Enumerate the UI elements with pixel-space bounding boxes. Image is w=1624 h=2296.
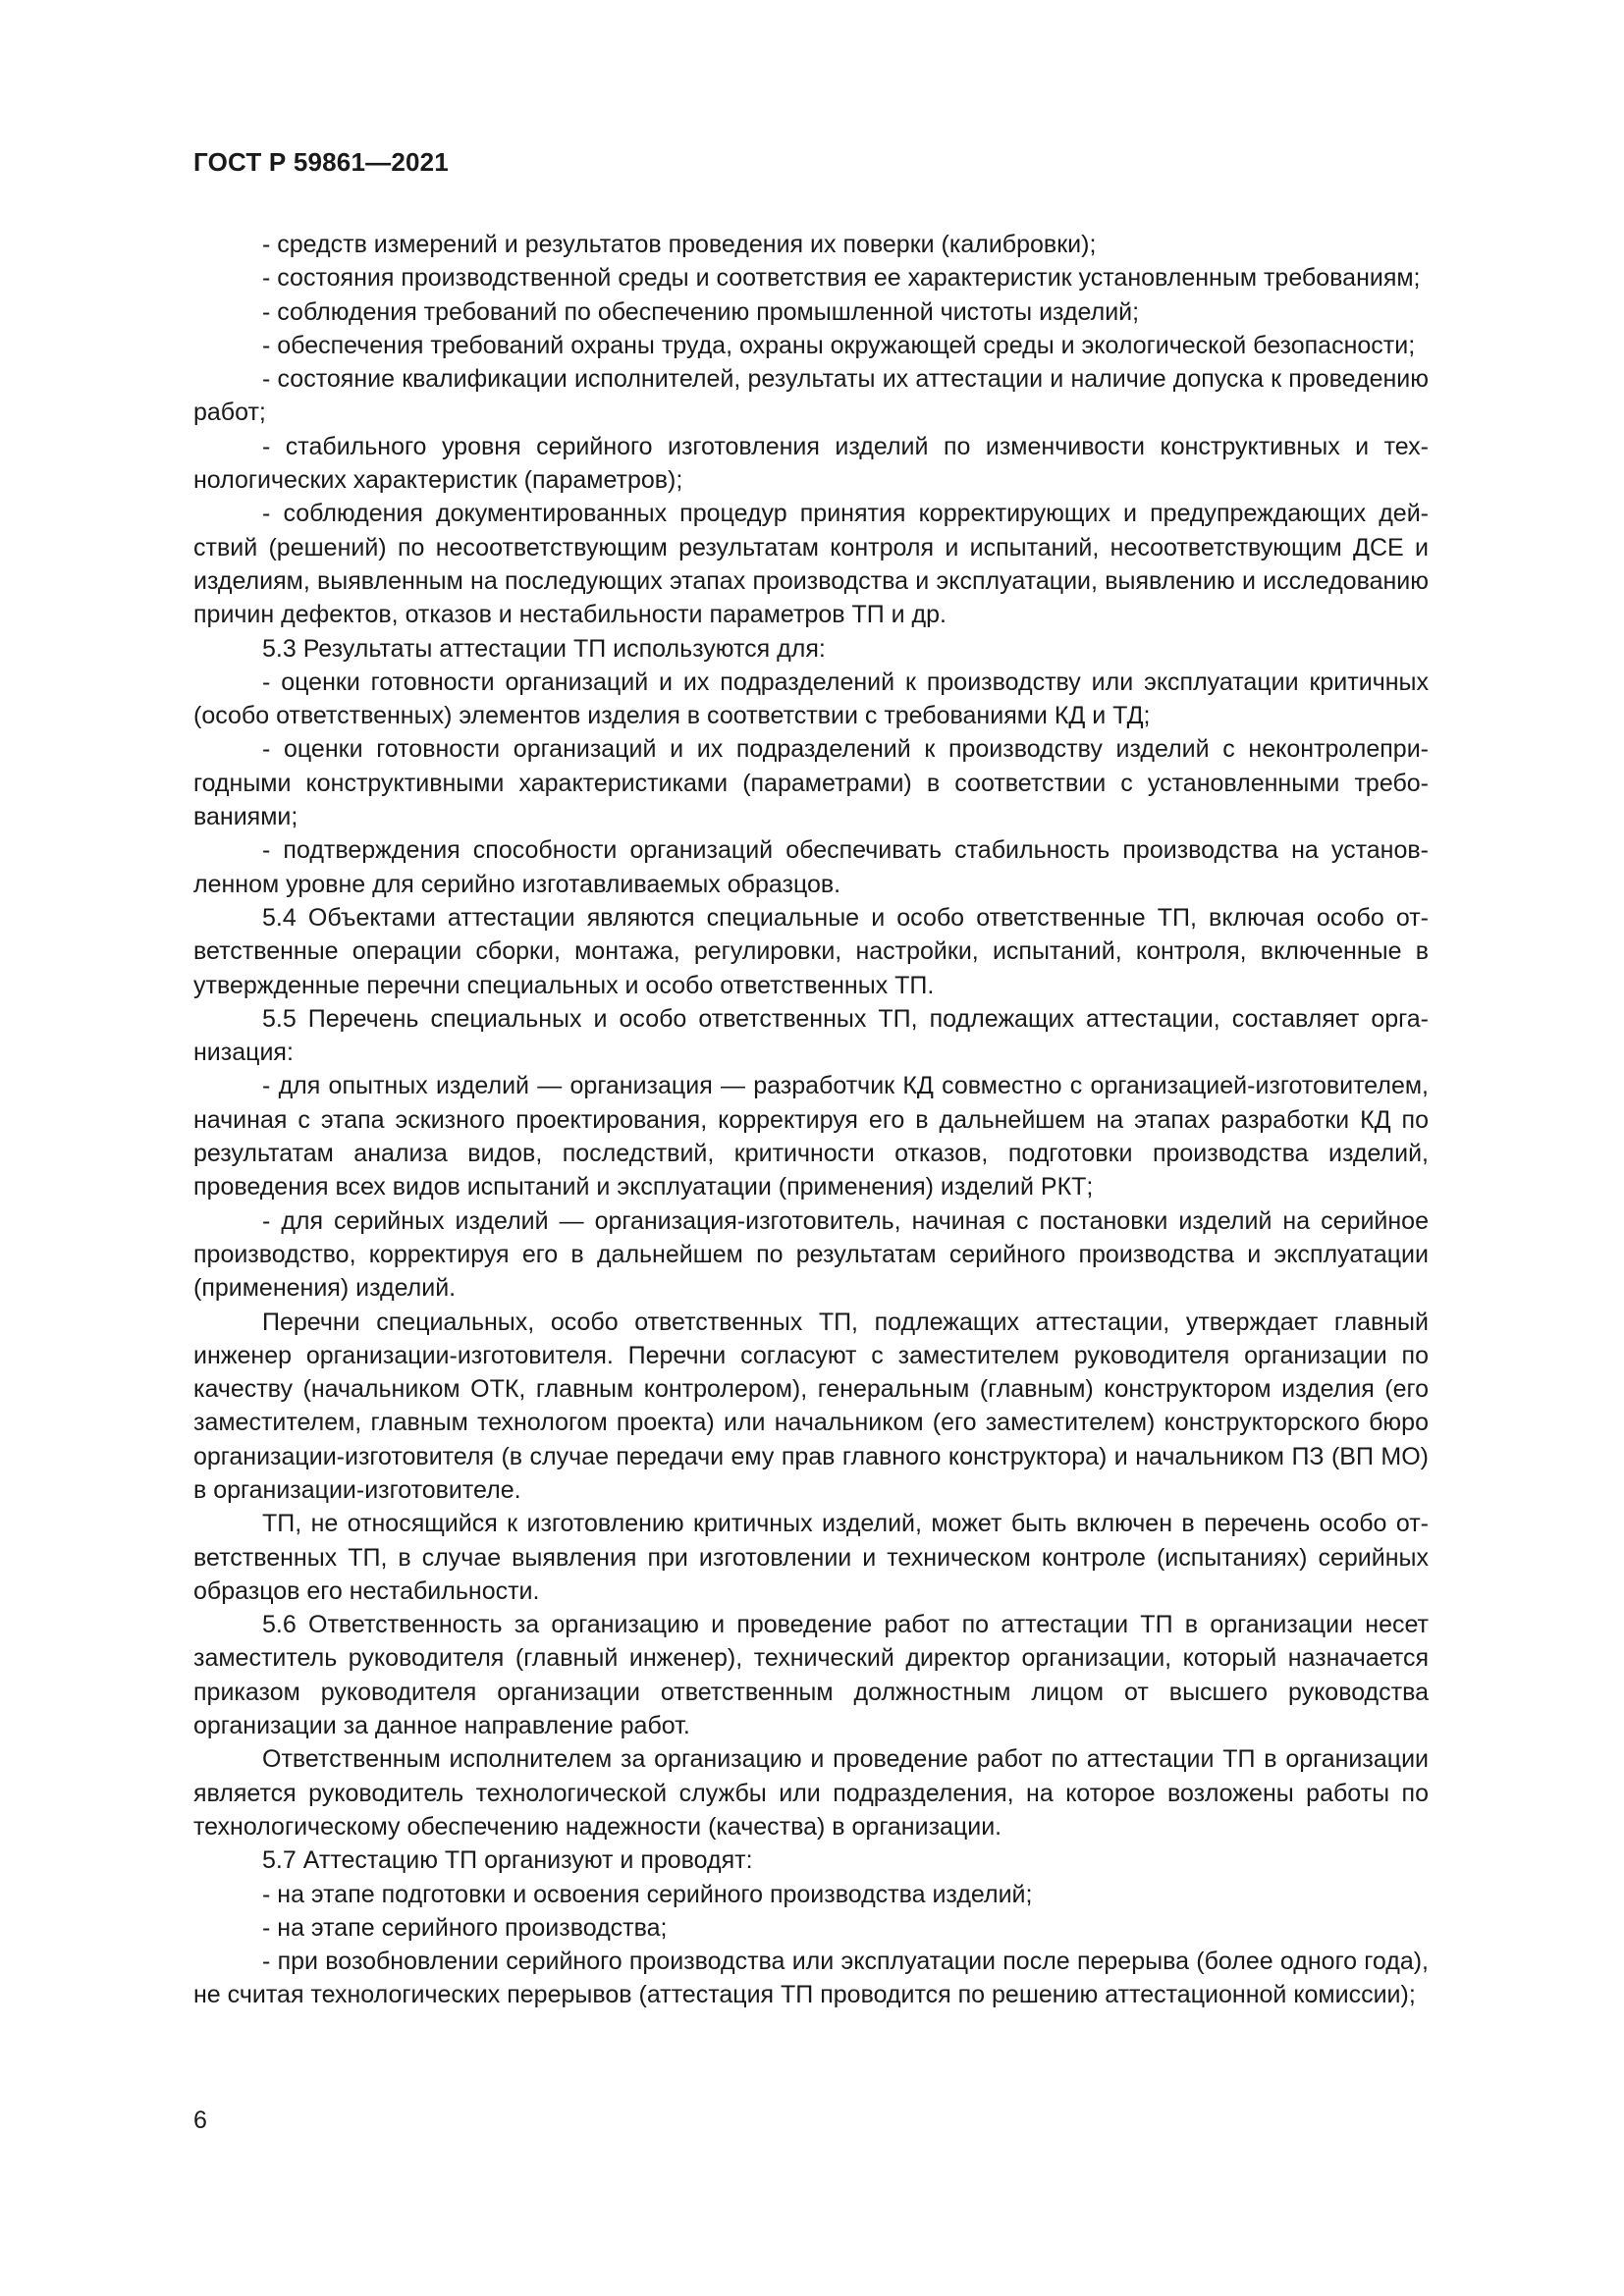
paragraph: - средств измерений и результатов проведения их поверки (калибровки); xyxy=(262,231,1097,258)
paragraph: - для опытных изделий — организация — разработчик КД совместно с организацией-изготовителем, начиная с этапа эскизного проектирования, корректируя его в дальнейшем на этапах разработки КД по результатам анализа видов, последствий, критичности отказов, подготовки производства изделий, проведения всех видов испытаний и эксплуатации (применения) изделий РКТ; xyxy=(193,1072,1429,1201)
paragraph: - стабильного уровня серийного изготовления изделий по изменчивости конструктивных и технологических характеристик (параметров); xyxy=(193,432,1429,495)
page-number: 6 xyxy=(193,2107,207,2134)
paragraph: - соблюдения требований по обеспечению промышленной чистоты изделий; xyxy=(262,297,1140,326)
paragraph: - при возобновлении серийного производства или эксплуатации после перерыва (более одного года), не считая технологических перерывов (аттестация ТП проводится по решению аттестационной комиссии); xyxy=(193,1948,1429,2009)
paragraph: 5.4 Объектами аттестации являются специальные и особо ответственные ТП, включая особо ответственные операции сборки, монтажа, регулировки, настройки, испытаний, контроля, включенные в утвержденные перечни специальных и особо ответственных ТП. xyxy=(193,903,1429,999)
paragraph: Перечни специальных, особо ответственных ТП, подлежащих аттестации, утверждает главный инженер организации-изготовителя. Перечни согласуют с заместителем руководителя организации по качеству (начальником ОТК, главным контролером), генеральным (главным) конструктором изделия (его заместителем, главным технологом проекта) или начальником (его заместителем) конструкторского бюро организации-изготовителя (в случае передачи ему прав главного конструктора) и начальником ПЗ (ВП МО) в организации-изготовителе. xyxy=(193,1308,1429,1504)
paragraph: - оценки готовности организаций и их подразделений к производству или эксплуатации критичных (особо ответственных) элементов изделия в соответствии с требованиями КД и ТД; xyxy=(193,667,1429,730)
paragraph: ТП, не относящийся к изготовлению критичных изделий, может быть включен в перечень особо ответственных ТП, в случае выявления при изготовлении и техническом контроле (испытаниях) серийных образцов его нестабильности. xyxy=(193,1510,1429,1605)
paragraph: 5.5 Перечень специальных и особо ответственных ТП, подлежащих аттестации, составляет организация: xyxy=(193,1004,1429,1067)
paragraph: - подтверждения способности организаций обеспечивать стабильность производства на установленном уровне для серийно изготавливаемых образцов. xyxy=(193,836,1429,898)
paragraph: - на этапе подготовки и освоения серийного производства изделий; xyxy=(262,1880,1033,1908)
paragraph: - состояние квалификации исполнителей, результаты их аттестации и наличие допуска к проведению работ; xyxy=(193,365,1429,427)
paragraph: 5.6 Ответственность за организацию и проведение работ по аттестации ТП в организации несет заместитель руководителя (главный инженер), технический директор организации, который назначается приказом руководителя организации ответственным должностным лицом от высшего руководства организации за данное направление работ. xyxy=(193,1611,1429,1740)
paragraph: Ответственным исполнителем за организацию и проведение работ по аттестации ТП в организации является руководитель технологической службы или подразделения, на которое возложены работы по технологическому обеспечению надежности (качества) в организации. xyxy=(193,1745,1429,1841)
paragraph: - оценки готовности организаций и их подразделений к производству изделий с неконтролепригодными конструктивными характеристиками (параметрами) в соответствии с установленными требованиями; xyxy=(193,735,1429,831)
document-header: ГОСТ Р 59861—2021 xyxy=(193,147,449,177)
document-body xyxy=(193,228,1429,2012)
paragraph: - для серийных изделий — организация-изготовитель, начиная с постановки изделий на серийное производство, корректируя его в дальнейшем по результатам серийного производства и эксплуатации (применения) изделий. xyxy=(193,1206,1429,1303)
paragraph: 5.7 Аттестацию ТП организуют и проводят: xyxy=(262,1846,753,1875)
paragraph: - состояния производственной среды и соответствия ее характеристик установленным требованиям; xyxy=(262,264,1421,293)
paragraph: - на этапе серийного производства; xyxy=(262,1913,668,1942)
paragraph: - обеспечения требований охраны труда, охраны окружающей среды и экологической безопасности; xyxy=(262,331,1416,359)
paragraph: 5.3 Результаты аттестации ТП используются для: xyxy=(262,634,826,663)
paragraph: - соблюдения документированных процедур принятия корректирующих и предупреждающих действий (решений) по несоответствующим результатам контроля и испытаний, несоответствующим ДСЕ и изделиям, выявленным на последующих этапах производства и эксплуатации, выявлению и исследованию причин дефектов, отказов и нестабильности параметров ТП и др. xyxy=(193,500,1429,629)
